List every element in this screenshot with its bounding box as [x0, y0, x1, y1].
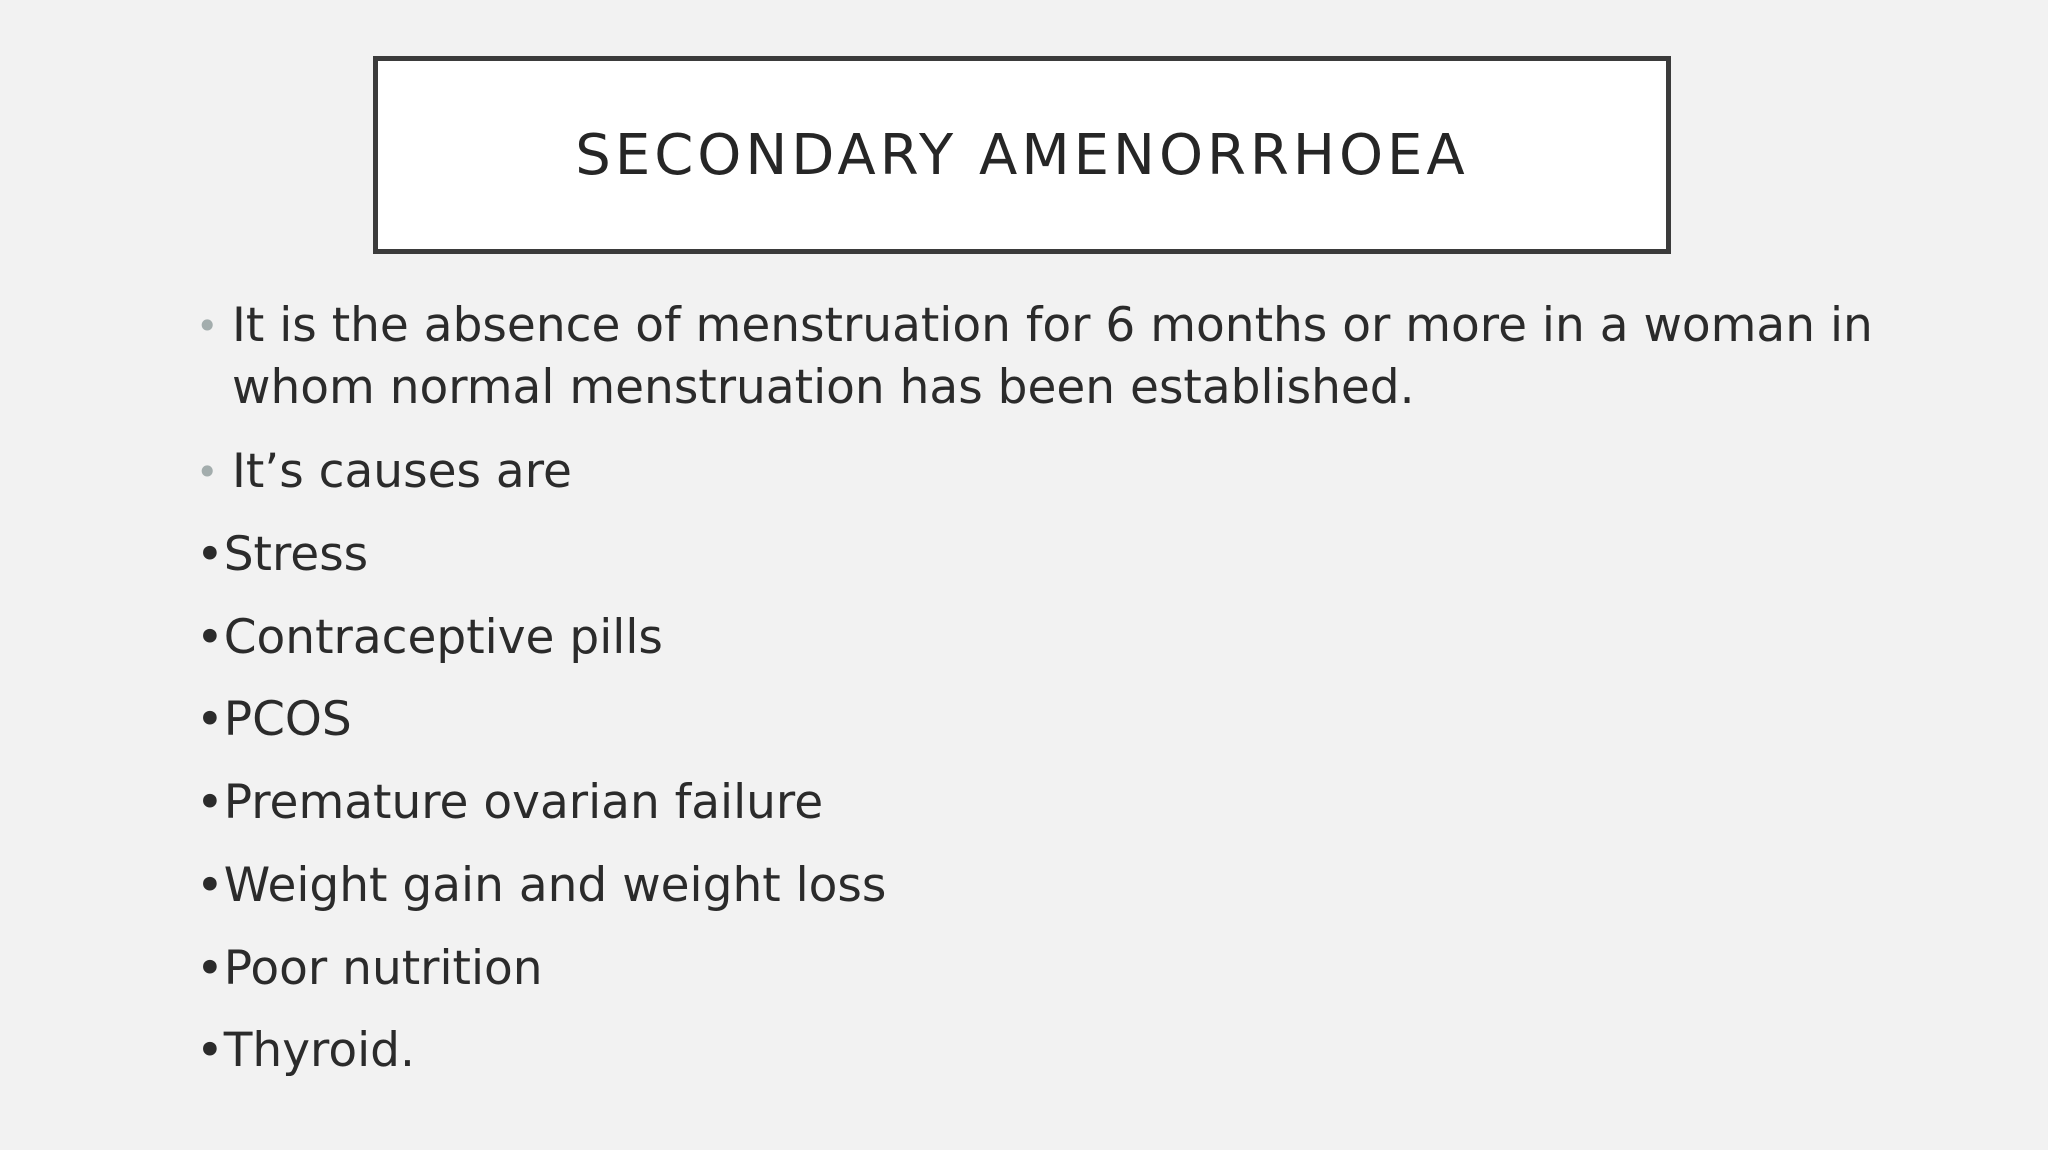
bullet-text-line-1: It is the absence of menstruation for 6 months or more in a woman in	[232, 298, 1873, 353]
cause-item: •Contraceptive pills	[196, 610, 663, 665]
title-box	[373, 56, 1671, 254]
cause-item: •Stress	[196, 527, 369, 582]
bullet-text-line-1: It’s causes are	[232, 444, 572, 499]
bullet-marker: •	[196, 304, 219, 348]
bullet-definition	[196, 295, 1873, 419]
cause-item: •Poor nutrition	[196, 941, 543, 996]
cause-item: •Thyroid.	[196, 1023, 415, 1078]
bullet-causes-intro	[196, 441, 572, 503]
cause-item: •Premature ovarian failure	[196, 775, 824, 830]
bullet-marker: •	[196, 450, 219, 494]
cause-item: •PCOS	[196, 692, 352, 747]
bullet-text-line-2: whom normal menstruation has been established.	[232, 360, 1415, 415]
slide-title: SECONDARY AMENORRHOEA	[575, 123, 1469, 188]
cause-item: •Weight gain and weight loss	[196, 858, 887, 913]
